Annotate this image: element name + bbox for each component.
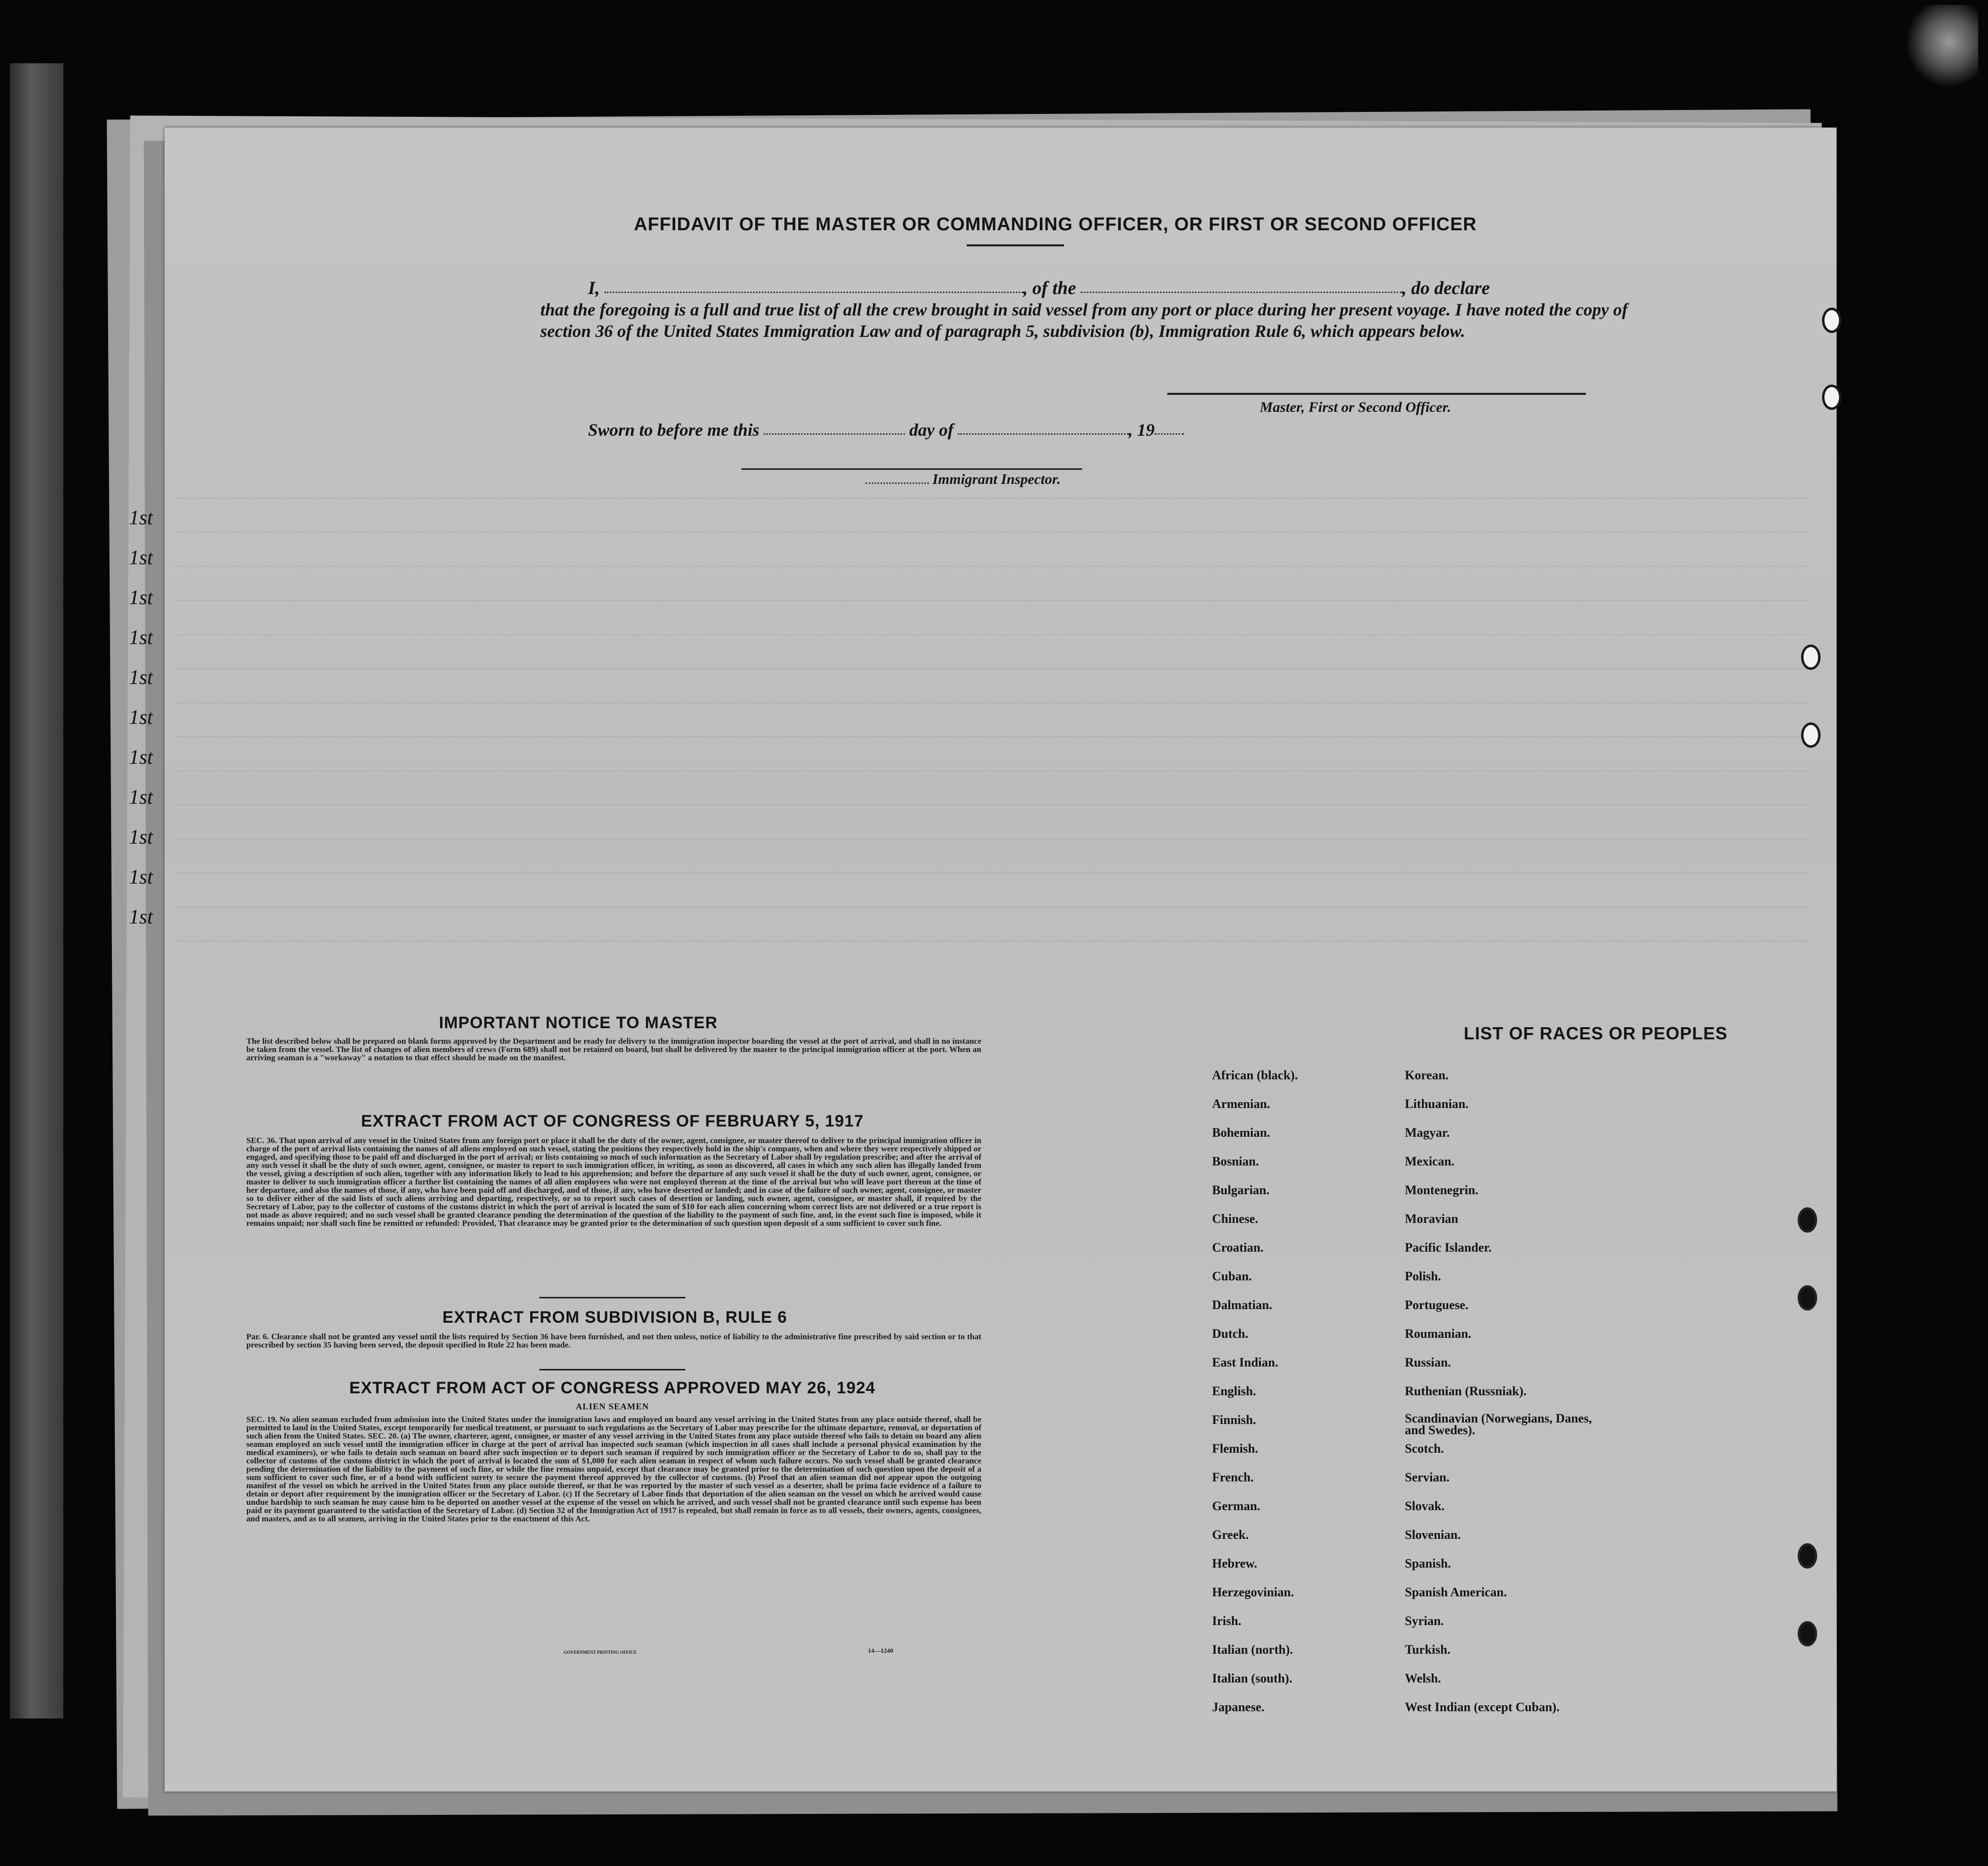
margin-mark: 1st [129,706,153,729]
race-item: Flemish. [1212,1441,1258,1456]
race-item: Syrian. [1405,1614,1444,1628]
punch-hole [1798,1621,1817,1646]
margin-annotations [129,506,163,944]
sworn-label: Sworn to before me this [588,420,760,440]
extract-1924-title: EXTRACT FROM ACT OF CONGRESS APPROVED MAY 26, 1924 [349,1379,876,1397]
race-item: Pacific Islander. [1405,1240,1492,1255]
races-left-column [1212,1068,1358,1729]
name-blank[interactable] [605,287,1023,293]
race-item: Greek. [1212,1528,1249,1542]
extract-1924-text: SEC. 19. No alien seaman excluded from admission into the United States under the immigration laws and employed on board any vessel arriving in the United States from any place outside thereof, shall be permitted to land in the United States, except temporarily for medical treatment, or pursuant to such regulations as the Secretary of Labor may prescribe for the ultimate departure, removal, or deportation of such alien from the United States. SEC. 20. (a) The owner, charterer, agent, consignee, or master of any vessel arriving in the United States from any place outside thereof who fails to detain on board any alien seaman employed on such vessel until the immigration officer in charge at the port of arrival has inspected such seaman (which inspection in all cases shall include a personal physical examination by the medical examiners), or who fails to detain such seaman on board after such inspection or to deport such seaman if required by such immigration officer or the Secretary of Labor to do so, shall pay to the collector of customs of the customs district in which the port of arrival is located the sum of $1,000 for each alien seaman in respect of whom such failure occurs. No such vessel shall be granted clearance pending the determination of the liability to the payment of such fine, or while the fine remains unpaid, except that clearance may be granted prior to the determination of such question upon the deposit of a sum sufficient to cover such fine, or of a bond with sufficient surety to secure the payment thereof approved by the collector of customs. (b) Proof that an alien seaman did not appear upon the outgoing manifest of the vessel on which he arrived in the United States from any place outside thereof, or that he was reported by the master of such vessel as a deserter, shall be prima facie evidence of a failure to detain or deport after requirement by the immigration officer or the Secretary of Labor. (c) If the Secretary of Labor finds that deportation of the alien seaman on the vessel on which he arrived would cause undue hardship to such seaman he may cause him to be deported on another vessel at the expense of the vessel on which he arrived, and such vessel shall not be granted clearance until such expense has been paid or its payment guaranteed to the satisfaction of the Secretary of Labor. (d) Section 32 of the Immigration Act of 1917 is repealed, but shall remain in force as to all vessels, their owners, agents, consignees, and masters, and as to all seamen, arriving in the United States prior to the enactment of this Act. [246,1415,981,1523]
extract-1924-subtitle: ALIEN SEAMEN [575,1402,649,1411]
margin-mark: 1st [129,746,153,769]
punch-hole [1822,385,1841,410]
margin-mark: 1st [129,826,153,849]
section-rule [539,1369,685,1370]
punch-hole [1801,722,1821,748]
bleed-through-row [174,702,1807,704]
notice-title: IMPORTANT NOTICE TO MASTER [439,1014,718,1032]
race-item: German. [1212,1499,1260,1513]
race-item: Spanish American. [1405,1585,1507,1599]
scan-corner-artifact [1905,5,1978,88]
inspector-label [865,471,1061,488]
race-item: Servian. [1405,1470,1450,1484]
race-item: Portuguese. [1405,1298,1469,1312]
race-item: Bohemian. [1212,1126,1270,1140]
vessel-blank[interactable] [1081,287,1402,293]
bleed-through-row [174,941,1807,943]
printer-imprint: GOVERNMENT PRINTING OFFICE [564,1650,637,1655]
sworn-line [588,420,1367,440]
punch-hole [1798,1207,1817,1233]
race-item: Japanese. [1212,1700,1265,1714]
bleed-through-row [174,634,1807,636]
punch-hole [1822,308,1841,333]
race-item: East Indian. [1212,1355,1278,1369]
race-item: Scotch. [1405,1441,1444,1456]
bleed-through-row [174,770,1807,773]
race-item: African (black). [1212,1068,1298,1082]
declaration-paragraph: that the foregoing is a full and true list of all the crew brought in said vessel from any port or place during her present voyage. I have noted the copy of section 36 of the United States Immigration Law and of paragraph 5, subdivision (b), Immigration Rule 6, which appears below. [540,300,1628,341]
bleed-through-row [174,532,1807,534]
race-item: Slovenian. [1405,1528,1461,1542]
punch-hole [1801,645,1821,670]
race-item: Italian (south). [1212,1671,1292,1685]
extract-1917-title: EXTRACT FROM ACT OF CONGRESS OF FEBRUARY 5, 1917 [361,1112,864,1130]
bleed-through-row [174,872,1807,875]
races-right-column [1405,1068,1609,1729]
race-item: Croatian. [1212,1240,1264,1255]
bleed-through-row [174,498,1807,500]
race-item: Bulgarian. [1212,1183,1270,1197]
year-label: , 19 [1128,420,1155,440]
bleed-through-row [174,804,1807,807]
race-item: Dutch. [1212,1327,1249,1341]
race-item: English. [1212,1384,1256,1398]
form-number: 14—1240 [868,1647,893,1654]
race-item: Lithuanian. [1405,1097,1469,1111]
inspector-title: Immigrant Inspector. [932,471,1061,487]
race-item: Ruthenian (Russniak). [1405,1384,1527,1398]
race-item: Magyar. [1405,1126,1450,1140]
margin-mark: 1st [129,786,153,809]
extract-rule6-title: EXTRACT FROM SUBDIVISION B, RULE 6 [442,1308,788,1327]
race-item: Cuban. [1212,1269,1252,1283]
race-item: Armenian. [1212,1097,1270,1111]
extract-1917-text: SEC. 36. That upon arrival of any vessel in the United States from any foreign port or place it shall be the duty of the owner, agent, consignee, or master thereof to deliver to the principal immigration officer in charge of the port of arrival lists containing the names of all aliens employed on such vessel, stating the positions they respectively hold in the ship's company, when and where they were respectively shipped or engaged, and specifying those to be paid off and discharged in the port of arrival; or lists containing so much of such information as the Secretary of Labor shall by regulation prescribe; and after the arrival of any such vessel it shall be the duty of such owner, agent, consignee, or master to report to such immigration officer, in writing, as soon as discovered, all cases in which any such alien has illegally landed from the vessel, giving a description of such alien, together with any information likely to lead to his apprehension; and before the departure of any such vessel it shall be the duty of such owner, agent, consignee, or master to deliver to such immigration officer a further list containing the names of all alien employees who were not employed thereon at the time of the arrival but who will leave port thereon at the time of her departure, and also the names of those, if any, who have been paid off and discharged, and of those, if any, who have deserted or landed; and in case of the failure of such owner, agent, consignee, or master so to deliver either of the said lists of such aliens arriving and departing, respectively, or so to report such cases of desertion or landing, such owner, agent, consignee, or master shall, if required by the Secretary of Labor, pay to the collector of customs of the customs district in which the port of arrival is located the sum of $10 for each alien concerning whom correct lists are not delivered or a true report is not made as above required; and no such vessel shall be granted clearance pending the determination of the question of the liability to the payment of such fine, and, in the event such fine is imposed, while it remains unpaid; nor shall such fine be remitted or refunded: Provided, That clearance may be granted prior to the determination of such question upon deposit of a sum sufficient to cover such fine. [246,1136,981,1228]
margin-mark: 1st [129,507,153,529]
margin-mark: 1st [129,547,153,569]
margin-mark: 1st [129,666,153,689]
race-item: Hebrew. [1212,1556,1257,1570]
race-item: Roumanian. [1405,1327,1472,1341]
scan-left-edge [10,63,63,1718]
race-item: Russian. [1405,1355,1451,1369]
margin-mark: 1st [129,866,153,888]
race-item: Spanish. [1405,1556,1451,1570]
bleed-through-row [174,736,1807,739]
affidavit-title: AFFIDAVIT OF THE MASTER OR COMMANDING OFFICER, OR FIRST OR SECOND OFFICER [634,214,1477,235]
race-item: Polish. [1405,1269,1441,1283]
bleed-through-row [174,838,1807,841]
declaration-i: I, [588,278,600,298]
punch-hole [1798,1543,1817,1569]
margin-mark: 1st [129,906,153,928]
race-item: Dalmatian. [1212,1298,1272,1312]
margin-mark: 1st [129,587,153,609]
title-rule [967,244,1064,246]
bleed-through-row [174,906,1807,909]
notice-text: The list described below shall be prepared on blank forms approved by the Department and be ready for delivery to the immigration inspector boarding the vessel at the port of arrival, and shall in no instance be taken from the vessel. The list of changes of alien members of crews (Form 689) shall not be retained on board, but shall be delivered by the master to the principal immigration officer at the port. When an arriving seaman is a "workaway" a notation to that effect should be made on the manifest. [246,1036,981,1062]
year-blank[interactable] [1155,428,1184,435]
race-item: Turkish. [1405,1643,1451,1657]
race-item: French. [1212,1470,1254,1484]
day-of-label: day of [909,420,954,440]
race-item: Bosnian. [1212,1154,1259,1168]
races-title: LIST OF RACES OR PEOPLES [1463,1023,1728,1043]
declaration-line [588,277,1824,299]
punch-hole [1798,1285,1817,1311]
of-the-label: , of the [1023,278,1076,298]
bleed-through-row [174,600,1807,602]
race-item: Italian (north). [1212,1643,1293,1657]
race-item: Finnish. [1212,1413,1256,1427]
bleed-through-row [174,566,1807,568]
race-item: Moravian [1405,1212,1458,1226]
section-rule [539,1297,685,1298]
race-item: Montenegrin. [1405,1183,1478,1197]
margin-mark: 1st [129,627,153,649]
bleed-through-row [174,668,1807,670]
extract-rule6-text: Par. 6. Clearance shall not be granted any vessel until the lists required by Section 36 have been furnished, and not then unless, notice of liability to the administrative fine prescribed by said section or to that prescribed by section 35 having been served, the deposit specified in Rule 22 has been made. [246,1332,981,1349]
signature-line[interactable] [1167,393,1586,395]
race-item: Welsh. [1405,1671,1441,1685]
signature-label: Master, First or Second Officer. [1260,399,1451,415]
inspector-blank[interactable] [865,478,929,484]
do-declare-label: , do declare [1402,278,1490,298]
race-item: Herzegovinian. [1212,1585,1294,1599]
race-item: Scandinavian (Norwegians, Danes, and Swedes). [1405,1411,1592,1437]
race-item: West Indian (except Cuban). [1405,1700,1560,1714]
month-blank[interactable] [958,428,1128,435]
day-blank[interactable] [764,428,905,435]
race-item: Irish. [1212,1614,1241,1628]
race-item: Slovak. [1405,1499,1445,1513]
race-item: Chinese. [1212,1212,1258,1226]
document-page [165,128,1837,1792]
race-item: Korean. [1405,1068,1449,1082]
race-item: Mexican. [1405,1154,1454,1168]
inspector-signature-line[interactable] [741,468,1082,470]
